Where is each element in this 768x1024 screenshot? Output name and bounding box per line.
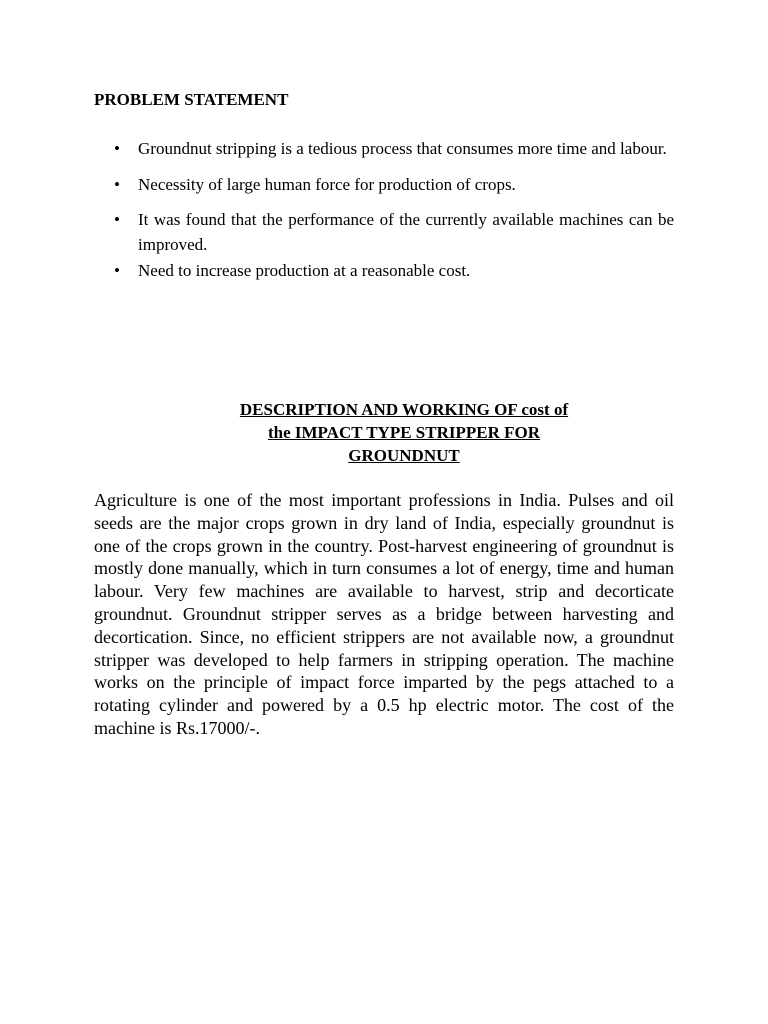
bullet-item-4: • Need to increase production at a reasonable cost. [114,258,674,283]
bullet-item-1: • Groundnut stripping is a tedious process that consumes more time and labour. [114,136,674,161]
bullet-item-3: • It was found that the performance of the currently available machines can be improved. [114,207,674,257]
problem-statement-heading: PROBLEM STATEMENT [94,90,289,109]
description-paragraph: Agriculture is one of the most important professions in India. Pulses and oil seeds are the major crops grown in dry land of India, especially groundnut is one of the crops grown in the country. Post-harvest engineering of groundnut is mostly done manually, which in turn consumes a lot of energy, time and human labour. Very few machines are available to harvest, strip and decorticate groundnut. Groundnut stripper serves as a bridge between harvesting and decortication. Since, no efficient strippers are not available now, a groundnut stripper was developed to help farmers in stripping operation. The machine works on the principle of impact force imparted by the pegs attached to a rotating cylinder and powered by a 0.5 hp electric motor. The cost of the machine is Rs.17000/-. [94,490,674,738]
problem-bullet-list [114,136,674,283]
bullet-item-2: • Necessity of large human force for production of crops. [114,172,674,197]
description-heading [150,398,658,467]
description-heading-line-3: GROUNDNUT [348,446,460,465]
description-heading-line-1: DESCRIPTION AND WORKING OF cost of [239,400,569,419]
description-heading-line-2: the IMPACT TYPE STRIPPER FOR [267,423,541,442]
